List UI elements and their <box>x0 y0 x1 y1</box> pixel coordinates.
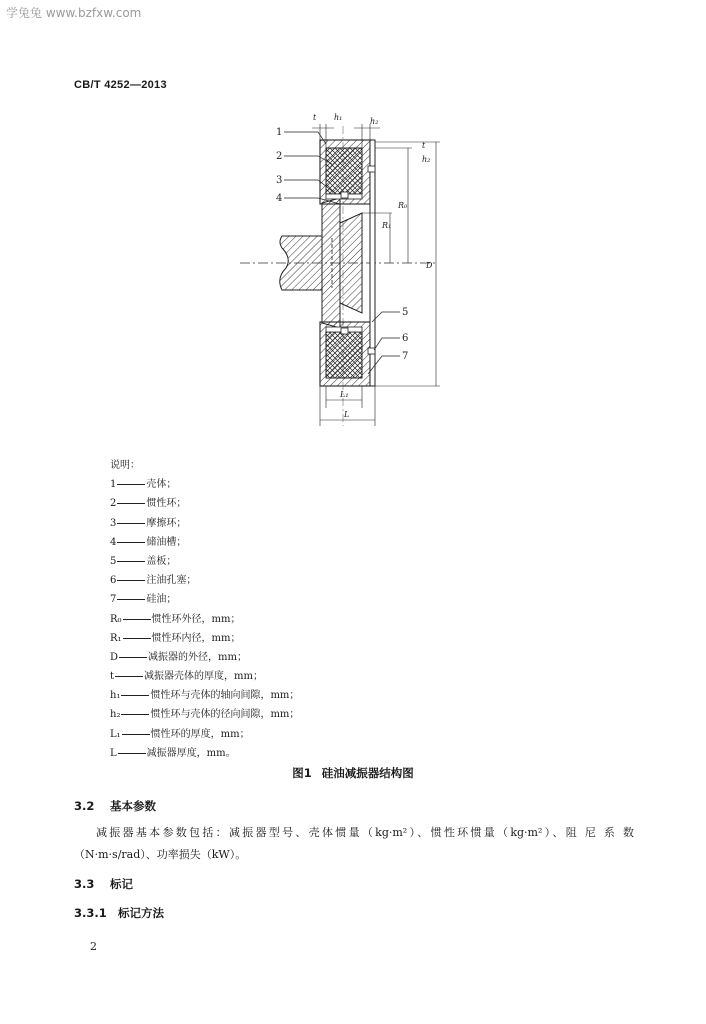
watermark: 学兔兔 www.bzfxw.com <box>6 6 142 20</box>
dim-label-R1: R₁ <box>382 221 392 230</box>
oil-plug-upper <box>368 166 375 172</box>
section-heading-3-2: 3.2 基本参数 <box>74 799 156 813</box>
figure-title: 硅油减振器结构图 <box>321 766 414 780</box>
part-label-3: 3 <box>276 175 283 186</box>
housing-web <box>322 198 340 328</box>
hub-inner <box>340 213 362 313</box>
figure-caption <box>0 765 706 781</box>
legend-title: 说明： <box>110 460 140 471</box>
section-heading-3-3-1: 3.3.1 标记方法 <box>74 906 164 920</box>
part-label-6: 6 <box>402 333 409 344</box>
dim-label-t-right: t <box>422 141 426 150</box>
oil-plug-lower <box>368 348 375 354</box>
legend-item: 2 惯性环； <box>110 498 187 510</box>
legend-item: t 减振器壳体的厚度，mm； <box>110 671 263 683</box>
dim-label-L: L <box>344 410 350 419</box>
dim-label-h2-right: h₂ <box>422 155 431 164</box>
part-label-2: 2 <box>276 151 283 162</box>
dim-label-R0: R₀ <box>398 201 408 210</box>
paragraph-line-2: （N·m·s/rad）、功率损失（kW）。 <box>74 848 247 861</box>
inertia-ring-upper <box>326 148 362 194</box>
legend-item: R₁ 惯性环内径，mm； <box>110 632 241 644</box>
oil-groove-upper <box>341 192 348 198</box>
legend-item: D 减振器的外径，mm； <box>110 651 247 663</box>
legend-item: 3 摩擦环； <box>110 517 187 529</box>
part-label-4: 4 <box>276 193 283 204</box>
dim-label-L1: L₁ <box>340 390 349 399</box>
legend-item: L₁ 惯性环的厚度，mm； <box>110 728 250 740</box>
legend-item: 6 注油孔塞； <box>110 575 197 587</box>
dim-label-h1: h₁ <box>334 113 343 122</box>
legend-item: 5 盖板； <box>110 555 177 567</box>
part-label-7: 7 <box>402 351 409 362</box>
damper-drawing <box>240 108 460 433</box>
figure-number: 图1 <box>292 766 312 780</box>
legend-item: h₁ 惯性环与壳体的轴向间隙，mm； <box>110 690 300 702</box>
part-label-5: 5 <box>402 307 409 318</box>
part-label-1: 1 <box>276 127 283 138</box>
inertia-ring-lower <box>326 332 362 378</box>
legend-item: h₂ 惯性环与壳体的径向间隙，mm； <box>110 709 300 721</box>
section-3-2-paragraph <box>74 822 634 866</box>
damper-structure-figure <box>240 108 460 433</box>
dim-label-t-top: t <box>313 113 317 122</box>
legend-item: L 减振器厚度，mm。 <box>110 747 236 759</box>
legend-item: 7 硅油； <box>110 594 177 606</box>
paragraph-line-1: 减振器基本参数包括：减振器型号、壳体惯量（kg·m²）、惯性环惯量（kg·m²）、阻 尼 系 数 <box>96 826 634 839</box>
legend-item: 1 壳体； <box>110 479 177 491</box>
dim-label-h2-top: h₂ <box>370 117 379 126</box>
legend-item: 4 储油槽； <box>110 536 187 548</box>
legend-item: R₀ 惯性环外径，mm； <box>110 613 241 625</box>
page-number: 2 <box>90 940 97 953</box>
figure-legend <box>110 456 299 763</box>
oil-groove-lower <box>341 328 348 334</box>
shaft <box>280 236 322 290</box>
standard-code: CB/T 4252—2013 <box>74 79 167 91</box>
dim-label-D: D <box>426 261 433 270</box>
section-heading-3-3: 3.3 标记 <box>74 877 133 891</box>
